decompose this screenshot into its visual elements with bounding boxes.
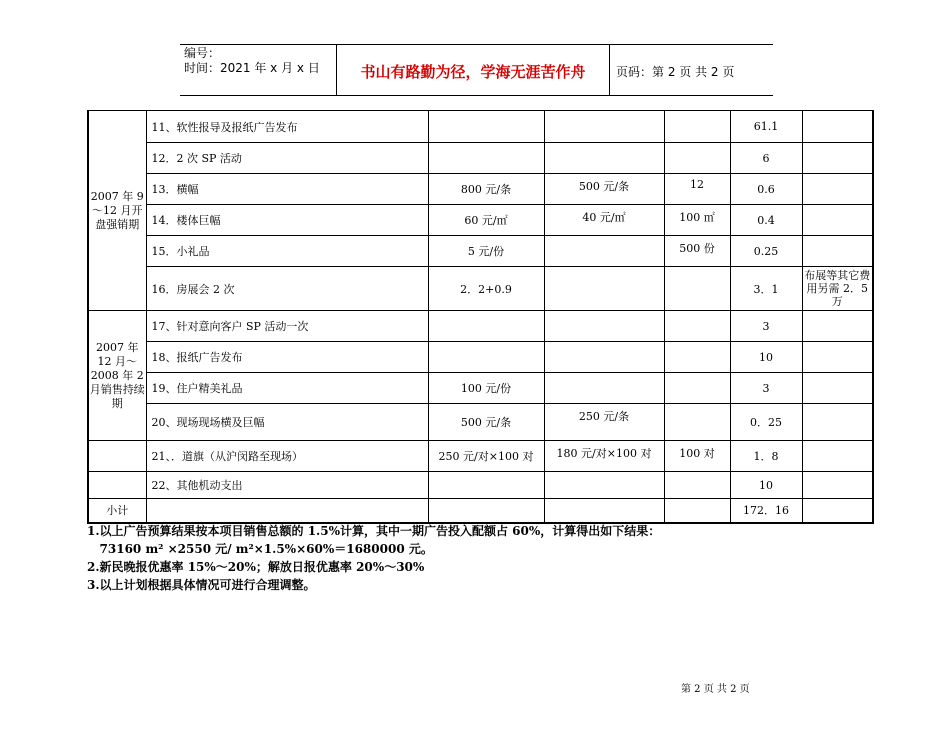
note-cell — [802, 174, 873, 205]
item-cell: 18、报纸广告发布 — [146, 342, 428, 373]
unit-price-cell: 5 元/份 — [428, 236, 544, 267]
discount-price-cell — [544, 499, 664, 523]
unit-price-cell — [428, 499, 544, 523]
unit-price-cell — [428, 472, 544, 499]
budget-table — [87, 110, 874, 524]
note-cell — [802, 205, 873, 236]
total-cell: 3．1 — [730, 267, 802, 311]
total-cell: 0.6 — [730, 174, 802, 205]
discount-price-cell — [544, 311, 664, 342]
header-left — [184, 45, 344, 95]
unit-price-cell: 60 元/㎡ — [428, 205, 544, 236]
subtotal-row — [88, 499, 873, 523]
item-cell: 17、针对意向客户 SP 活动一次 — [146, 311, 428, 342]
quantity-cell — [664, 111, 730, 143]
quantity-cell — [664, 143, 730, 174]
discount-price-cell — [544, 472, 664, 499]
unit-price-cell — [428, 111, 544, 143]
quantity-cell: 100 ㎡ — [664, 205, 730, 236]
item-cell: 22、其他机动支出 — [146, 472, 428, 499]
table-row — [88, 111, 873, 143]
note-cell — [802, 373, 873, 404]
quantity-cell — [664, 373, 730, 404]
unit-price-cell: 2．2+0.9 — [428, 267, 544, 311]
unit-price-cell — [428, 143, 544, 174]
table-row — [88, 174, 873, 205]
discount-price-cell — [544, 373, 664, 404]
note-line: 73160 m² ×2550 元/ m²×1.5%×60%＝1680000 元。 — [87, 542, 433, 556]
unit-price-cell: 100 元/份 — [428, 373, 544, 404]
note-cell — [802, 342, 873, 373]
quantity-cell: 12 — [664, 174, 730, 205]
discount-price-cell — [544, 342, 664, 373]
total-cell: 1．8 — [730, 441, 802, 472]
total-cell: 3 — [730, 311, 802, 342]
note-cell — [802, 311, 873, 342]
item-cell: 11、软性报导及报纸广告发布 — [146, 111, 428, 143]
item-cell — [146, 499, 428, 523]
table-row — [88, 205, 873, 236]
unit-price-cell: 800 元/条 — [428, 174, 544, 205]
total-cell: 0.25 — [730, 236, 802, 267]
table-row — [88, 267, 873, 311]
subtotal-value: 172．16 — [730, 499, 802, 523]
quantity-cell: 100 对 — [664, 441, 730, 472]
table-row — [88, 404, 873, 441]
page-footer: 第 2 页 共 2 页 — [681, 684, 750, 695]
item-cell: 16．房展会 2 次 — [146, 267, 428, 311]
total-cell: 3 — [730, 373, 802, 404]
discount-price-cell: 500 元/条 — [544, 174, 664, 205]
total-cell: 0.4 — [730, 205, 802, 236]
discount-price-cell — [544, 143, 664, 174]
page-header — [180, 44, 773, 96]
header-motto-cell — [336, 45, 610, 95]
time-label: 时间：2021 年 x 月 x 日 — [184, 61, 320, 75]
page-label: 页码：第 2 页 共 2 页 — [616, 65, 735, 79]
phase-cell — [88, 472, 146, 499]
quantity-cell — [664, 472, 730, 499]
total-cell: 61.1 — [730, 111, 802, 143]
note-cell — [802, 404, 873, 441]
note-cell — [802, 111, 873, 143]
note-cell — [802, 441, 873, 472]
item-cell: 19、住户精美礼品 — [146, 373, 428, 404]
discount-price-cell — [544, 267, 664, 311]
total-cell: 10 — [730, 342, 802, 373]
discount-price-cell — [544, 111, 664, 143]
item-cell: 12．2 次 SP 活动 — [146, 143, 428, 174]
note-cell — [802, 472, 873, 499]
item-cell: 14．楼体巨幅 — [146, 205, 428, 236]
note-cell — [802, 143, 873, 174]
note-cell — [802, 236, 873, 267]
table-row — [88, 472, 873, 499]
phase-cell: 2007 年 12 月～2008 年 2 月销售持续期 — [88, 311, 146, 441]
notes — [87, 522, 660, 594]
note-cell: 布展等其它费用另需 2．5 万 — [802, 267, 873, 311]
note-line: 2.新民晚报优惠率 15%～20%；解放日报优惠率 20%～30% — [87, 560, 425, 574]
number-label: 编号： — [184, 46, 221, 60]
table-row — [88, 342, 873, 373]
table-row — [88, 311, 873, 342]
motto: 书山有路勤为径，学海无涯苦作舟 — [360, 63, 586, 81]
total-cell: 6 — [730, 143, 802, 174]
item-cell: 21、．道旗（从沪闵路至现场） — [146, 441, 428, 472]
unit-price-cell: 250 元/对×100 对 — [428, 441, 544, 472]
quantity-cell — [664, 342, 730, 373]
item-cell: 15．小礼品 — [146, 236, 428, 267]
item-cell: 13．横幅 — [146, 174, 428, 205]
unit-price-cell — [428, 342, 544, 373]
total-cell: 0．25 — [730, 404, 802, 441]
note-line: 1.以上广告预算结果按本项目销售总额的 1.5%计算，其中一期广告投入配额占 60%，计算得出如下结果： — [87, 524, 661, 538]
unit-price-cell: 500 元/条 — [428, 404, 544, 441]
quantity-cell: 500 份 — [664, 236, 730, 267]
quantity-cell — [664, 267, 730, 311]
phase-cell — [88, 441, 146, 472]
subtotal-label: 小计 — [88, 499, 146, 523]
table-row — [88, 441, 873, 472]
table-row — [88, 236, 873, 267]
quantity-cell — [664, 499, 730, 523]
note-cell — [802, 499, 873, 523]
phase-cell: 2007 年 9～12 月开盘强销期 — [88, 111, 146, 311]
item-cell: 20、现场现场横及巨幅 — [146, 404, 428, 441]
total-cell: 10 — [730, 472, 802, 499]
unit-price-cell — [428, 311, 544, 342]
table-row — [88, 143, 873, 174]
note-line: 3.以上计划根据具体情况可进行合理调整。 — [87, 578, 316, 592]
discount-price-cell: 250 元/条 — [544, 404, 664, 441]
quantity-cell — [664, 404, 730, 441]
discount-price-cell: 40 元/㎡ — [544, 205, 664, 236]
quantity-cell — [664, 311, 730, 342]
table-row — [88, 373, 873, 404]
discount-price-cell: 180 元/对×100 对 — [544, 441, 664, 472]
discount-price-cell — [544, 236, 664, 267]
